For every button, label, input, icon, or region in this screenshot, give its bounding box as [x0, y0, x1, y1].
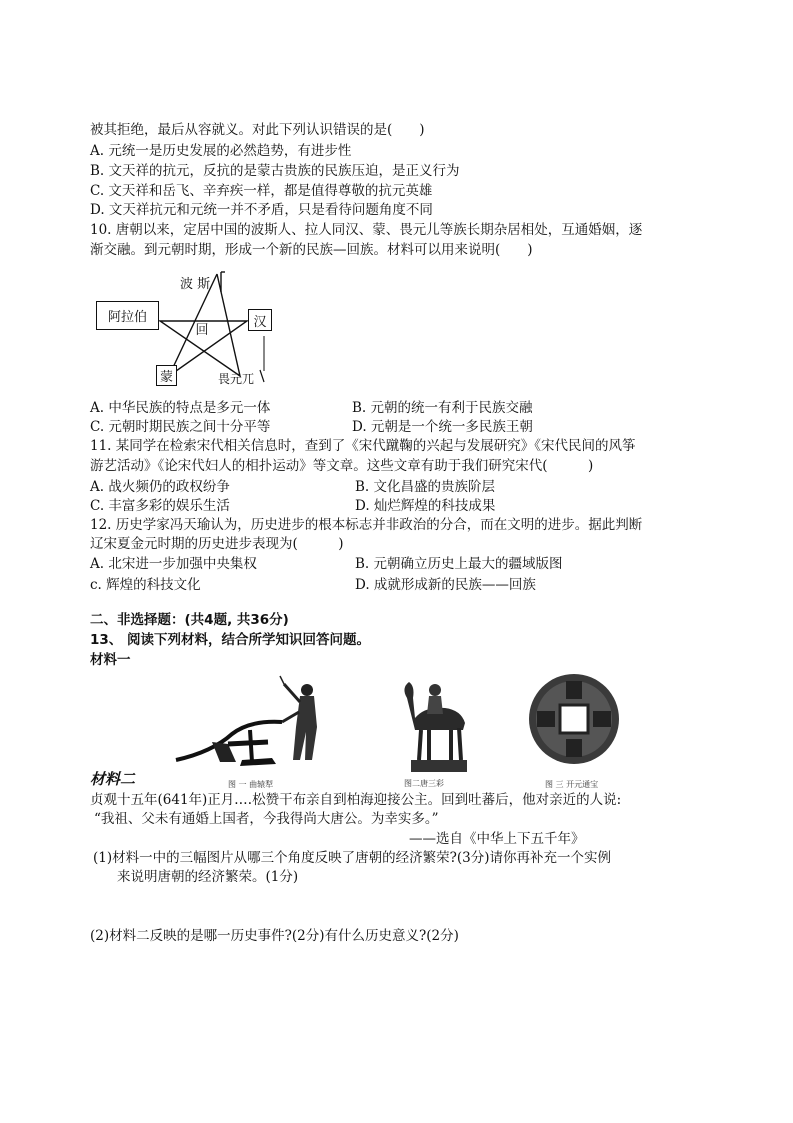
q10-option-b: B. 元朝的统一有利于民族交融 [352, 400, 533, 416]
q11-option-a: A. 战火频仍的政权纷争 [90, 479, 230, 495]
q11-option-d: D. 灿烂辉煌的科技成果 [355, 498, 496, 514]
diagram-label-hui: 回 [195, 322, 209, 338]
q13-stem: 13、 阅读下列材料，结合所学知识回答问题。 [90, 632, 370, 648]
q11-option-c: C. 丰富多彩的娱乐生活 [90, 498, 230, 514]
q9-option-b: B. 文天祥的抗元，反抗的是蒙古贵族的民族压迫，是正义行为 [90, 163, 460, 179]
diagram-box-han: 汉 [248, 309, 272, 331]
kaiyuan-coin-image [527, 672, 621, 766]
q9-option-d: D. 文天祥抗元和元统一并不矛盾，只是看待问题角度不同 [90, 202, 433, 218]
q10-option-a: A. 中华民族的特点是多元一体 [90, 400, 271, 416]
q10-option-c: C. 元朝时期民族之间十分平等 [90, 419, 271, 435]
q12-option-a: A. 北宋进一步加强中央集权 [90, 556, 257, 572]
q13-sub2: (2)材料二反映的是哪一历史事件?(2分)有什么历史意义?(2分) [90, 928, 459, 944]
material1-label: 材料一 [90, 652, 131, 668]
caption-kaiyuan-coin: 图 三 开元通宝 [545, 780, 599, 789]
material2-source: ——选自《中华上下五千年》 [409, 831, 585, 847]
q9-option-a: A. 元统一是历史发展的必然趋势，有进步性 [90, 143, 352, 159]
q11-stem-line2: 游艺活动》《论宋代妇人的相扑运动》等文章。这些文章有助于我们研究宋代( ) [90, 458, 594, 474]
tang-sancai-camel-image [395, 668, 475, 778]
q13-sub1-line2: 来说明唐朝的经济繁荣。(1分) [117, 869, 299, 885]
q13-sub1-line1: (1)材料一中的三幅图片从哪三个角度反映了唐朝的经济繁荣?(3分)请你再补充一个实例 [93, 850, 611, 866]
q10-stem-line2: 渐交融。到元朝时期，形成一个新的民族—回族。材料可以用来说明( ) [90, 242, 533, 258]
material2-line1: 贞观十五年(641年)正月.…松赞干布亲自到柏海迎接公主。回到吐蕃后，他对亲近的人说: [90, 792, 622, 808]
q9-option-c: C. 文天祥和岳飞、辛弃疾一样，都是值得尊敬的抗元英雄 [90, 183, 433, 199]
caption-tang-sancai: 图二唐三彩 [404, 779, 444, 788]
diagram-label-weiwuer: 畏元兀 [218, 372, 255, 386]
q11-stem-line1: 11. 某同学在检索宋代相关信息时，查到了《宋代蹴鞠的兴起与发展研究》《宋代民间的风筝 [90, 438, 636, 454]
q9-stem: 被其拒绝，最后从容就义。对此下列认识错误的是( ) [90, 122, 425, 138]
q12-stem-line2: 辽宋夏金元时期的历史进步表现为( ) [90, 536, 344, 552]
material2-label: 材料二 [90, 770, 136, 788]
caption-curved-plough: 图 一 曲辕犁 [228, 780, 274, 789]
diagram-label-persia: 波 斯 [180, 277, 211, 292]
diagram-box-arab: 阿拉伯 [96, 301, 159, 330]
diagram-box-meng: 蒙 [156, 365, 177, 386]
q11-option-b: B. 文化昌盛的贵族阶层 [355, 479, 496, 495]
q12-stem-line1: 12. 历史学家冯天瑜认为，历史进步的根本标志并非政治的分合，而在文明的进步。据此判断 [90, 517, 643, 533]
section2-title: 二、非选择题：(共4题, 共36分) [90, 612, 289, 628]
q12-option-b: B. 元朝确立历史上最大的疆域版图 [355, 556, 563, 572]
q12-option-d: D. 成就形成新的民族——回族 [355, 577, 536, 593]
curved-plough-image [172, 672, 322, 772]
q10-option-d: D. 元朝是一个统一多民族王朝 [352, 419, 533, 435]
ethnic-fusion-diagram [90, 266, 290, 390]
q12-option-c: c. 辉煌的科技文化 [90, 577, 201, 593]
q10-stem-line1: 10. 唐朝以来，定居中国的波斯人、拉人同汉、蒙、畏元儿等族长期杂居相处，互通婚姻，逐 [90, 222, 643, 238]
material2-line2: “我祖、父未有通婚上国者，今我得尚大唐公。为幸实多。” [94, 811, 439, 827]
